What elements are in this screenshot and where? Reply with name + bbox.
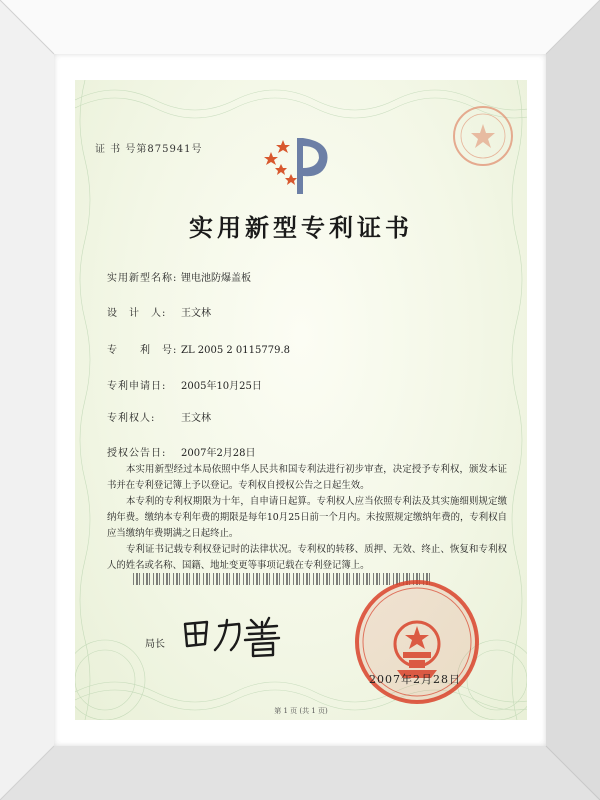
patent-certificate	[75, 80, 527, 720]
body-paragraph: 专利证书记载专利权登记时的法律状况。专利权的转移、质押、无效、终止、恢复和专利权人的姓名或名称、国籍、地址变更等事项记载在专利登记簿上。	[107, 544, 507, 571]
field-value: 2005年10月25日	[181, 381, 262, 392]
field-label: 专 利 号:	[107, 345, 178, 356]
body-paragraph: 本实用新型经过本局依照中华人民共和国专利法进行初步审查，决定授予专利权，颁发本证书并在专利登记簿上予以登记。专利权自授权公告之日起生效。	[107, 464, 507, 491]
certificate-number: 证 书 号第875941号	[95, 144, 203, 155]
issue-date: 2007年2月28日	[369, 673, 461, 686]
field-label: 实用新型名称:	[107, 273, 178, 284]
field-patentee	[107, 409, 211, 424]
page-number: 第 1 页 (共 1 页)	[274, 707, 328, 715]
field-value: 锂电池防爆盖板	[181, 273, 251, 284]
field-designer	[107, 304, 211, 319]
field-value: 2007年2月28日	[181, 448, 256, 459]
field-patent-number	[107, 341, 290, 356]
body-paragraph: 本专利的专利权期限为十年，自申请日起算。专利权人应当依照专利法及其实施细则规定缴纳年费。缴纳本专利年费的期限是每年10月25日前一个月内。未按照规定缴纳年费的，专利权自应当缴纳年费期满之日起终止。	[107, 496, 507, 539]
field-label: 设 计 人:	[107, 308, 167, 319]
field-utility-model-name	[107, 269, 251, 284]
field-grant-date	[107, 444, 256, 459]
director-signature	[179, 610, 289, 660]
field-label: 专利权人:	[107, 413, 156, 424]
field-value: 王文林	[181, 308, 211, 319]
field-application-date	[107, 377, 262, 392]
certificate-body	[107, 462, 507, 574]
patent-office-logo	[261, 128, 341, 198]
field-label: 专利申请日:	[107, 381, 167, 392]
field-value: ZL 2005 2 0115779.8	[181, 345, 291, 356]
field-label: 授权公告日:	[107, 448, 167, 459]
director-label: 局长	[145, 639, 165, 650]
field-value: 王文林	[181, 413, 211, 424]
small-seal-stamp	[451, 104, 515, 168]
certificate-title: 实用新型专利证书	[189, 213, 413, 242]
